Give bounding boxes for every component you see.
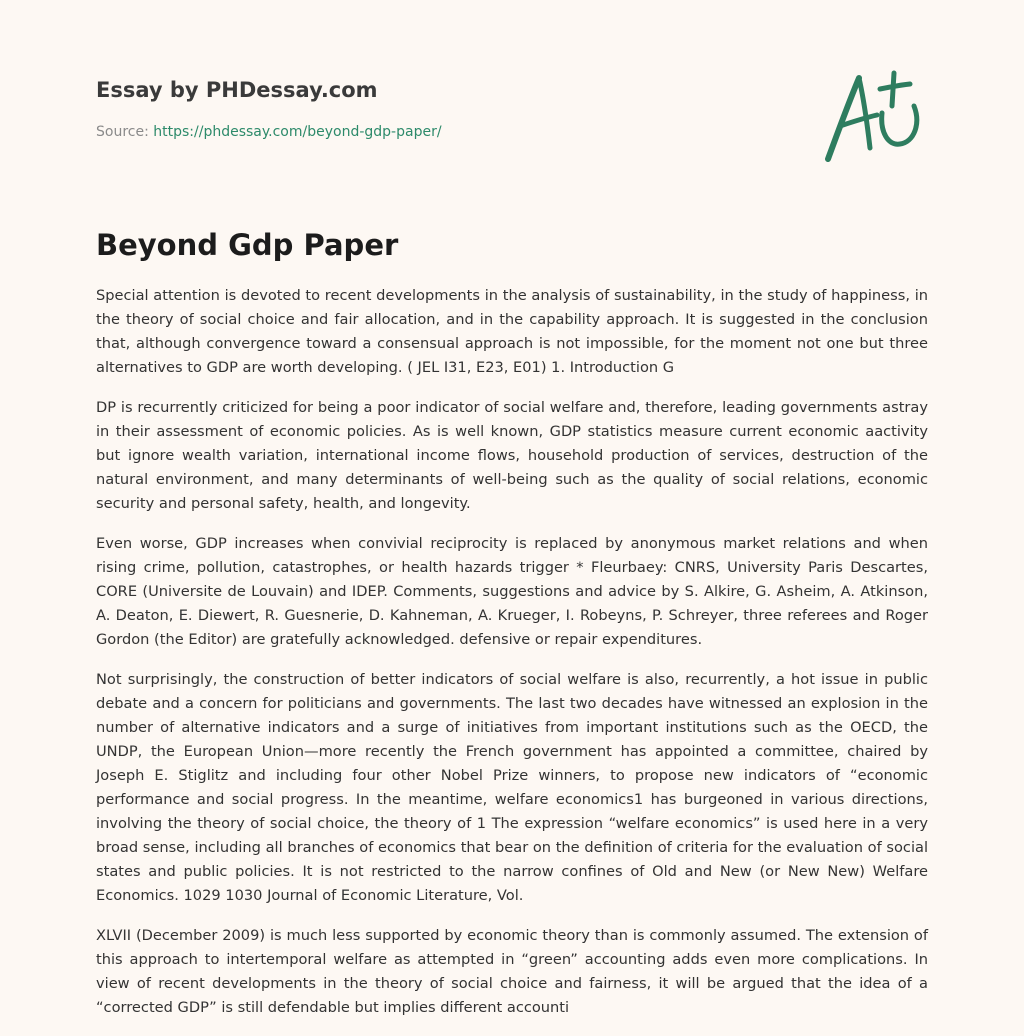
paragraph: Special attention is devoted to recent developments in the analysis of sustainability, in the study of happiness, in the theory of social choice and fair allocation, and in the capability approach. It is suggested in the conclusion that, although convergence toward a consensual approach is not impossible, for the moment not one but three alternatives to GDP are worth developing. ( JEL I31, E23, E01) 1. Introduction G	[96, 287, 928, 376]
source-label: Source:	[96, 124, 149, 140]
source-link[interactable]: https://phdessay.com/beyond-gdp-paper/	[153, 124, 442, 140]
essay-body	[96, 284, 928, 1036]
paragraph: Not surprisingly, the construction of better indicators of social welfare is also, recurrently, a hot issue in public debate and a concern for politicians and governments. The last two decades have witnessed an explosion in the number of alternative indicators and a surge of initiatives from important institutions such as the OECD, the UNDP, the European Union—more recently the French government has appointed a committee, chaired by Joseph E. Stiglitz and including four other Nobel Prize winners, to propose new indicators of “economic performance and social progress. In the meantime, welfare economics1 has burgeoned in various directions, involving the theory of social choice, the theory of 1 The expression “welfare economics” is used here in a very broad sense, including all branches of economics that bear on the definition of criteria for the evaluation of social states and public policies. It is not restricted to the narrow confines of Old and New (or New New) Welfare Economics. 1029 1030 Journal of Economic Literature, Vol.	[96, 671, 928, 904]
paragraph: Even worse, GDP increases when convivial reciprocity is replaced by anonymous market relations and when rising crime, pollution, catastrophes, or health hazards trigger * Fleurbaey: CNRS, University Paris Descartes, CORE (Universite de Louvain) and IDEP. Comments, suggestions and advice by S. Alkire, G. Asheim, A. Atkinson, A. Deaton, E. Diewert, R. Guesnerie, D. Kahneman, A. Krueger, I. Robeyns, P. Schreyer, three referees and Roger Gordon (the Editor) are gratefully acknowledged. defensive or repair expenditures.	[96, 535, 928, 648]
site-header	[96, 76, 796, 142]
a-plus-grade-icon	[822, 66, 928, 166]
paragraph: XLVII (December 2009) is much less supported by economic theory than is commonly assumed. The extension of this approach to intertemporal welfare as attempted in “green” accounting adds even more complications. In view of recent developments in the theory of social choice and fairness, it will be argued that the idea of a “corrected GDP” is still defendable but implies different accounti	[96, 927, 928, 1016]
site-title: Essay by PHDessay.com	[96, 78, 378, 102]
page-title: Beyond Gdp Paper	[96, 228, 399, 262]
paragraph: DP is recurrently criticized for being a poor indicator of social welfare and, therefore, leading governments astray in their assessment of economic policies. As is well known, GDP statistics measure current economic aactivity but ignore wealth variation, international income flows, household production of services, destruction of the natural environment, and many determinants of well-being such as the quality of social relations, economic security and personal safety, health, and longevity.	[96, 399, 928, 512]
source-line	[96, 122, 796, 142]
